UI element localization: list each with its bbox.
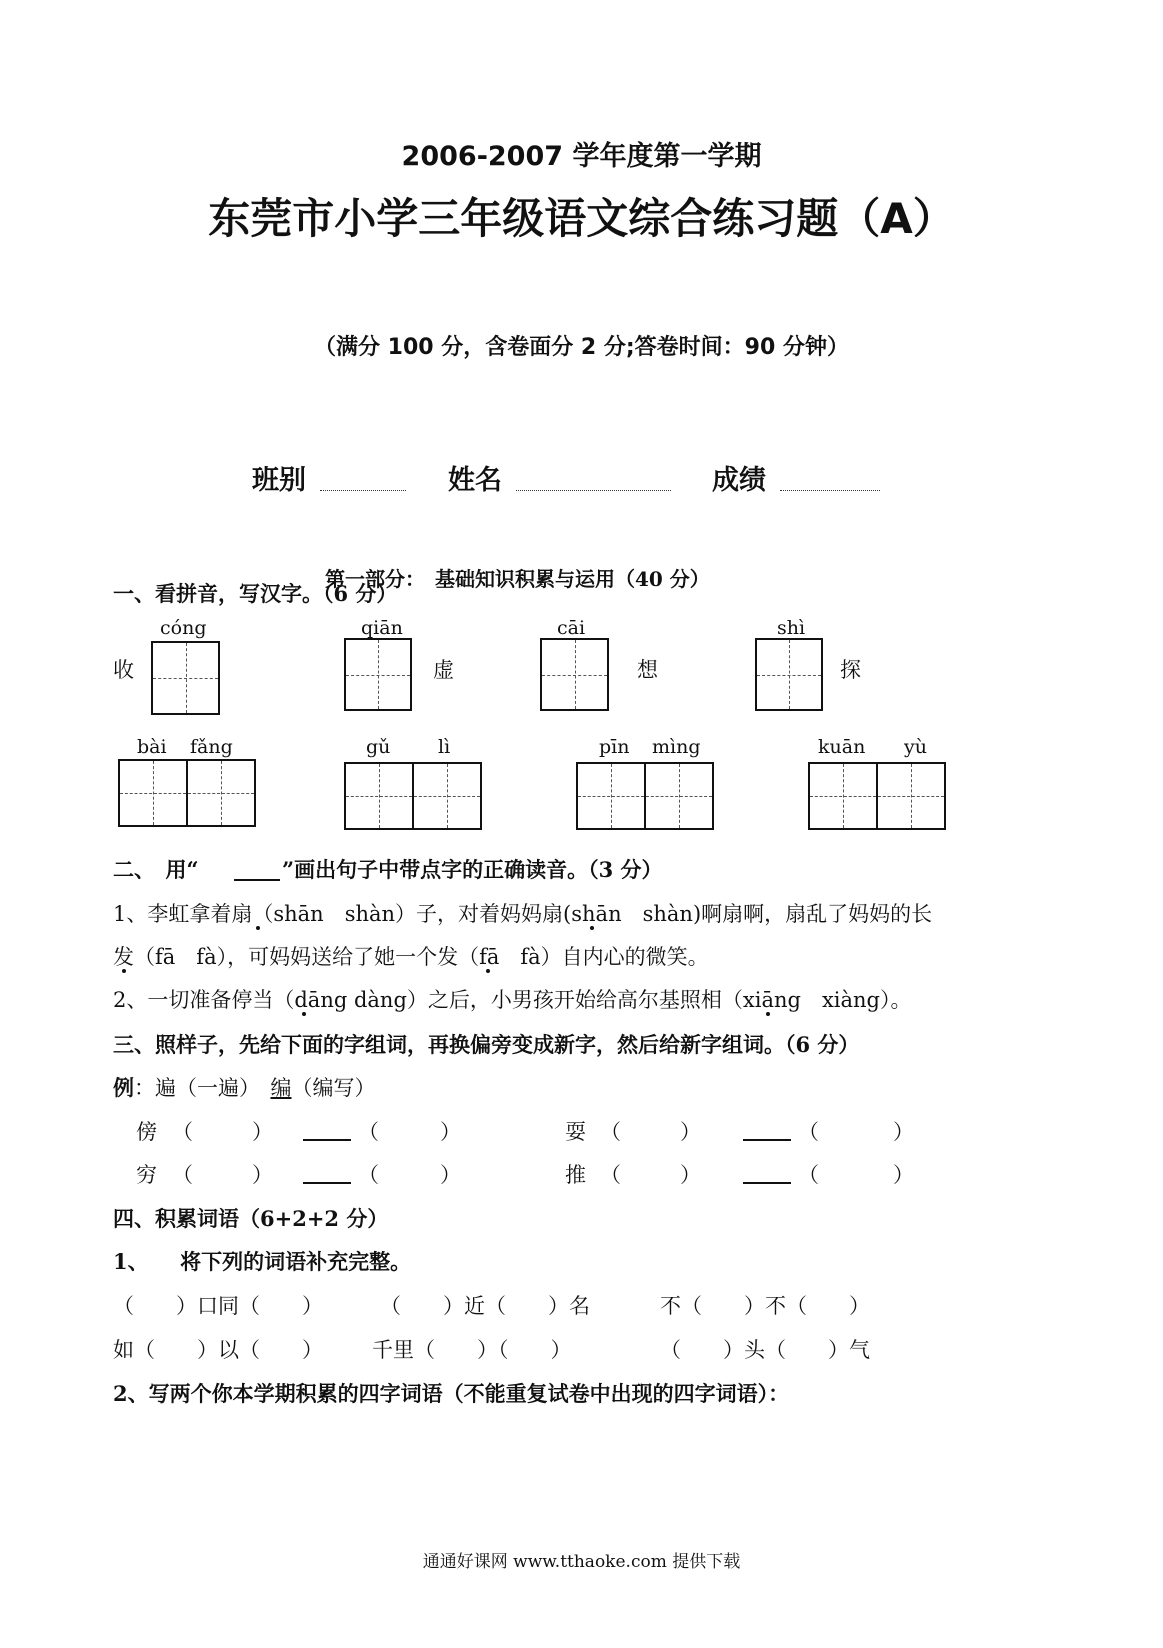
pinyin-label: yù (904, 736, 927, 758)
writing-box[interactable] (755, 638, 823, 711)
writing-box[interactable] (118, 759, 188, 827)
emphasis-dot (486, 969, 490, 973)
paren: （ (798, 1120, 819, 1144)
example-text: （编写） (291, 1076, 376, 1100)
writing-box[interactable] (151, 641, 220, 715)
name-blank[interactable] (516, 490, 671, 491)
paren: ） (893, 1120, 914, 1144)
paren: ） (252, 1120, 273, 1144)
paren: ） (893, 1163, 914, 1187)
paren: ） (680, 1163, 701, 1187)
paren: ） (252, 1163, 273, 1187)
new-char-blank[interactable] (303, 1139, 351, 1141)
pinyin-label: kuān (818, 736, 866, 758)
idiom-blank: 千里（ ）（ ） (372, 1338, 572, 1362)
paren: （ (358, 1120, 379, 1144)
q3-heading: 三、照样子，先给下面的字组词，再换偏旁变成新字，然后给新字组词。（6 分） (113, 1032, 860, 1057)
emphasis-dot (590, 926, 594, 930)
paren: （ (600, 1120, 621, 1144)
q2-heading-start: 二、 用“ (113, 857, 199, 882)
writing-box[interactable] (808, 762, 878, 830)
emphasis-dot (766, 1012, 770, 1016)
paren: （ (600, 1163, 621, 1187)
given-char: 虚 (433, 658, 454, 682)
pinyin-label: shì (777, 617, 806, 639)
paren: （ (358, 1163, 379, 1187)
q2-heading-end: ”画出句子中带点字的正确读音。（3 分） (282, 857, 663, 882)
writing-box[interactable] (412, 762, 482, 830)
example-label: 例 (113, 1075, 134, 1100)
idiom-blank: 不（ ）不（ ） (660, 1294, 870, 1318)
q4-heading: 四、积累词语（6+2+2 分） (113, 1206, 389, 1231)
idiom-blank: （ ）近（ ）名 (380, 1294, 590, 1318)
paren: （ (172, 1163, 193, 1187)
class-blank[interactable] (320, 490, 406, 491)
q4-sub2: 2、写两个你本学期积累的四字词语（不能重复试卷中出现的四字词语）： (113, 1381, 790, 1406)
idiom-blank: （ ）口同（ ） (113, 1294, 323, 1318)
pinyin-label: qiān (361, 617, 403, 639)
example-new-char: 编 (270, 1076, 292, 1100)
class-label: 班别 (252, 465, 306, 496)
paren: ） (440, 1120, 461, 1144)
underline-sample (234, 879, 280, 881)
q3-char: 穷 (136, 1163, 157, 1187)
paren: ） (680, 1120, 701, 1144)
name-label: 姓名 (448, 465, 502, 496)
q3-char: 傍 (136, 1120, 157, 1144)
pinyin-label: lì (438, 736, 451, 758)
emphasis-dot (122, 969, 126, 973)
pinyin-label: bài (137, 736, 167, 758)
exam-note: （满分 100 分，含卷面分 2 分;答卷时间：90 分钟） (314, 335, 849, 360)
pinyin-label: cāi (557, 617, 586, 639)
q2-sentence-line: 发（fā fà），可妈妈送给了她一个发（fā fà）自内心的微笑。 (113, 945, 709, 969)
score-blank[interactable] (780, 490, 880, 491)
pinyin-label: pīn (599, 736, 630, 758)
exam-term: 2006-2007 学年度第一学期 (401, 141, 762, 172)
q2-sentence-line: 1、李虹拿着扇（shān shàn）子，对着妈妈扇(shān shàn)啊扇啊，扇乱了妈妈的长 (113, 902, 933, 926)
pinyin-label: mìng (652, 736, 701, 758)
given-char: 想 (637, 658, 658, 682)
paren: ） (440, 1163, 461, 1187)
writing-box[interactable] (344, 638, 412, 711)
given-char: 探 (840, 658, 861, 682)
paren: （ (172, 1120, 193, 1144)
score-label: 成绩 (712, 465, 766, 496)
idiom-blank: （ ）头（ ）气 (660, 1338, 870, 1362)
pinyin-label: fǎng (190, 736, 233, 758)
writing-box[interactable] (344, 762, 414, 830)
exam-title: 东莞市小学三年级语文综合练习题（A） (208, 194, 955, 243)
pinyin-label: gǔ (366, 736, 391, 758)
given-char: 收 (113, 658, 134, 682)
q4-sub1: 1、 将下列的词语补充完整。 (113, 1249, 412, 1274)
new-char-blank[interactable] (303, 1182, 351, 1184)
q3-char: 耍 (565, 1120, 586, 1144)
emphasis-dot (256, 926, 260, 930)
pinyin-label: cóng (160, 617, 207, 639)
q1-heading: 一、看拼音，写汉字。（6 分） (113, 581, 398, 606)
footer-credit: 通通好课网 www.tthaoke.com 提供下载 (422, 1552, 741, 1572)
example-text: ：遍（一遍） (134, 1076, 271, 1100)
new-char-blank[interactable] (743, 1182, 791, 1184)
writing-box[interactable] (644, 762, 714, 830)
writing-box[interactable] (186, 759, 256, 827)
writing-box[interactable] (540, 638, 609, 711)
part-one-heading: 第一部分： 基础知识积累与运用（40 分） (325, 567, 710, 591)
idiom-blank: 如（ ）以（ ） (113, 1338, 323, 1362)
q3-char: 推 (565, 1163, 586, 1187)
q3-example (113, 1072, 376, 1102)
paren: （ (798, 1163, 819, 1187)
q2-sentence-line: 2、一切准备停当（dāng dàng）之后，小男孩开始给高尔基照相（xiāng xiàng）。 (113, 988, 912, 1012)
writing-box[interactable] (576, 762, 646, 830)
emphasis-dot (302, 1012, 306, 1016)
writing-box[interactable] (876, 762, 946, 830)
new-char-blank[interactable] (743, 1139, 791, 1141)
